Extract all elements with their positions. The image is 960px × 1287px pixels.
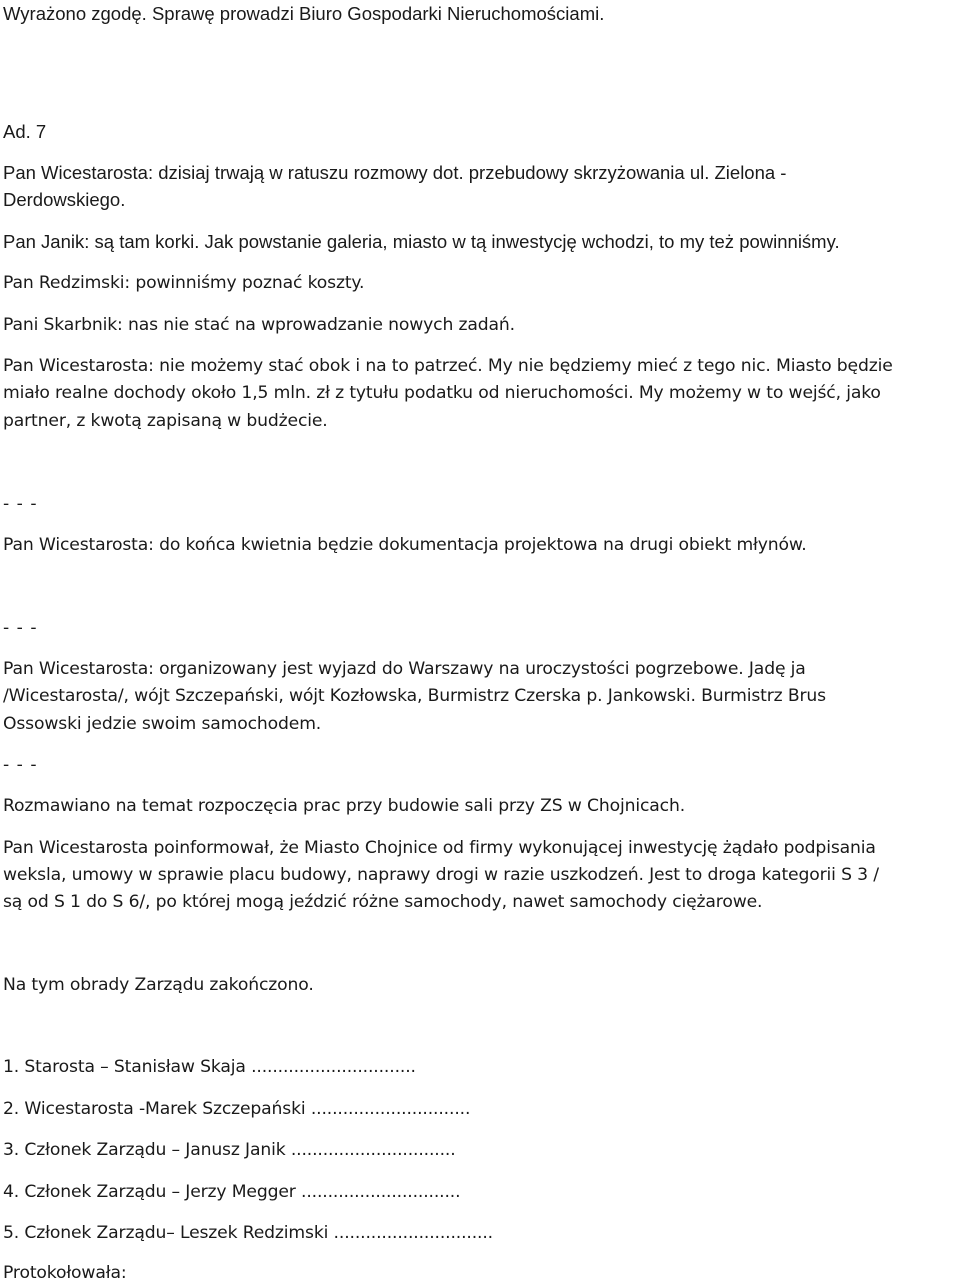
approval-line: Wyrażono zgodę. Sprawę prowadzi Biuro Gospodarki Nieruchomościami.	[3, 3, 605, 24]
paragraph-line: Derdowskiego.	[3, 189, 126, 210]
section-separator: - - -	[3, 494, 38, 514]
paragraph-line: /Wicestarosta/, wójt Szczepański, wójt Kozłowska, Burmistrz Czerska p. Jankowski. Burmistrz Brus	[3, 686, 826, 706]
paragraph-line: Pan Wicestarosta: organizowany jest wyjazd do Warszawy na uroczystości pogrzebowe. Jadę ja	[3, 659, 806, 679]
paragraph-line: Pani Skarbnik: nas nie stać na wprowadzanie nowych zadań.	[3, 315, 515, 335]
paragraph-line: Pan Janik: są tam korki. Jak powstanie galeria, miasto w tą inwestycję wchodzi, to my też powinniśmy.	[3, 231, 840, 252]
paragraph-line: Pan Wicestarosta: dzisiaj trwają w ratuszu rozmowy dot. przebudowy skrzyżowania ul. Zielona -	[3, 162, 787, 183]
closing-line: Na tym obrady Zarządu zakończono.	[3, 975, 314, 995]
paragraph-line: Rozmawiano na temat rozpoczęcia prac przy budowie sali przy ZS w Chojnicach.	[3, 796, 686, 816]
paragraph-line: Pan Wicestarosta: do końca kwietnia będzie dokumentacja projektowa na drugi obiekt młynów.	[3, 535, 807, 555]
paragraph-line: Ossowski jedzie swoim samochodem.	[3, 714, 322, 734]
signature-line: 5. Członek Zarządu– Leszek Redzimski ..............................	[3, 1223, 493, 1243]
signature-line: 3. Członek Zarządu – Janusz Janik ...............................	[3, 1140, 456, 1160]
paragraph-line: są od S 1 do S 6/, po której mogą jeździć różne samochody, nawet samochody ciężarowe.	[3, 892, 763, 912]
paragraph-line: Pan Wicestarosta: nie możemy stać obok i na to patrzeć. My nie będziemy mieć z tego nic. Miasto będzie	[3, 356, 893, 376]
paragraph-line: weksla, umowy w sprawie placu budowy, naprawy drogi w razie uszkodzeń. Jest to droga kategorii S 3 /	[3, 865, 879, 885]
signature-line: 2. Wicestarosta -Marek Szczepański ..............................	[3, 1099, 471, 1119]
paragraph-line: miało realne dochody około 1,5 mln. zł z tytułu podatku od nieruchomości. My możemy w to wejść, jako	[3, 383, 881, 403]
item-heading: Ad. 7	[3, 121, 47, 142]
minutes-taker-label: Protokołowała:	[3, 1263, 127, 1283]
paragraph-line: partner, z kwotą zapisaną w budżecie.	[3, 411, 328, 431]
signature-line: 1. Starosta – Stanisław Skaja ...............................	[3, 1057, 416, 1077]
paragraph-line: Pan Wicestarosta poinformował, że Miasto Chojnice od firmy wykonującej inwestycję żądało podpisania	[3, 838, 876, 858]
section-separator: - - -	[3, 618, 38, 638]
section-separator: - - -	[3, 755, 38, 775]
paragraph-line: Pan Redzimski: powinniśmy poznać koszty.	[3, 273, 365, 293]
signature-line: 4. Członek Zarządu – Jerzy Megger ..............................	[3, 1182, 461, 1202]
